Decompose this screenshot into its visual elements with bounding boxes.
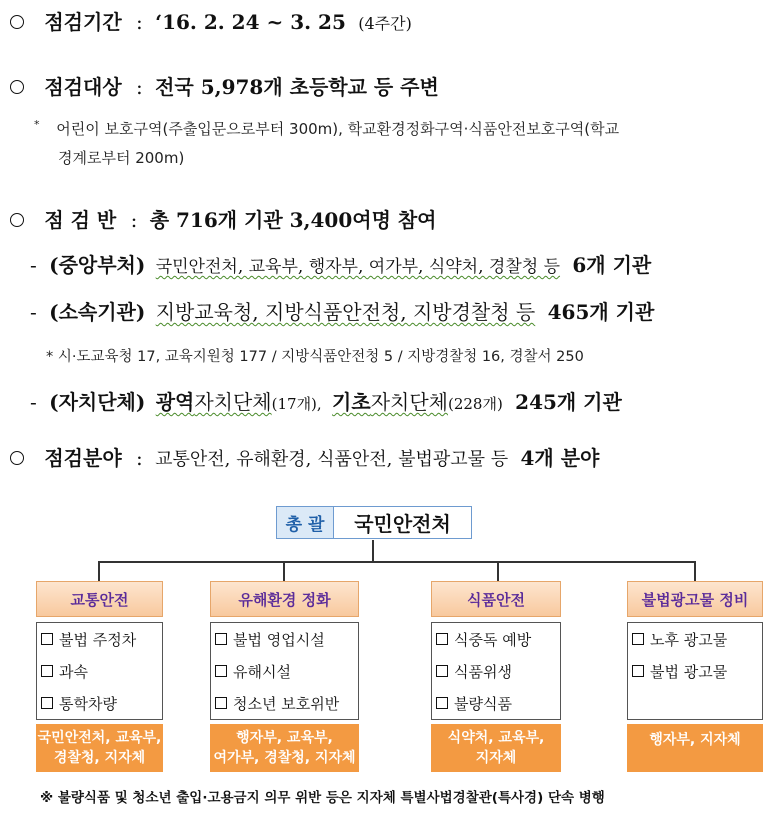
item-label: 유해시설 [233, 662, 291, 681]
connector-drop-2 [283, 561, 285, 581]
affiliate-tail: 465개 기관 [547, 300, 655, 324]
connector-horizontal [98, 561, 694, 563]
local-tail: 245개 기관 [515, 390, 622, 414]
agency-line: 행자부, 지자체 [649, 732, 741, 748]
item-label: 과속 [59, 662, 88, 681]
period-row [10, 6, 412, 35]
item-label: 식중독 예방 [454, 630, 532, 649]
item-label: 불법 영업시설 [233, 630, 325, 649]
fields-label: 점검분야 [44, 446, 122, 470]
checkbox-icon [436, 697, 448, 709]
circle-bullet-icon [10, 213, 24, 227]
item-label: 청소년 보호위반 [233, 694, 340, 713]
list-item [432, 623, 560, 655]
period-value: ‘16. 2. 24 ~ 3. 25 [155, 10, 346, 34]
target-label: 점검대상 [44, 75, 122, 99]
org-top-box [276, 506, 472, 539]
target-note-line1 [34, 118, 619, 139]
agency-line: 여가부, 경찰청, 지자체 [213, 750, 356, 766]
central-body: 국민안전처, 교육부, 행자부, 여가부, 식약처, 경찰청 등 [155, 257, 561, 277]
local-head: (자치단체) [49, 390, 146, 414]
period-label: 점검기간 [44, 10, 122, 34]
circle-bullet-icon [10, 451, 24, 465]
agency-line: 국민안전처, 교육부, [37, 730, 162, 746]
local-body4: 기초 [332, 390, 371, 414]
org-top-name: 국민안전처 [334, 506, 472, 539]
team-local-row [30, 386, 622, 415]
fields-colon: : [136, 446, 143, 470]
team-value: 총 716개 기관 3,400여명 참여 [149, 208, 437, 232]
list-item [37, 623, 162, 655]
team-central-row [30, 249, 651, 278]
team-label: 점 검 반 [44, 208, 117, 232]
agency-line: 경찰청, 지자체 [53, 750, 146, 766]
checkbox-icon [436, 633, 448, 645]
central-tail: 6개 기관 [572, 253, 652, 277]
checkbox-icon [215, 697, 227, 709]
target-note-text2: 경계로부터 200m) [58, 149, 185, 167]
chart-footnote: ※ 불량식품 및 청소년 출입·고용금지 의무 위반 등은 지자체 특별사법경찰관(특사경) 단속 병행 [40, 790, 605, 806]
list-item [432, 687, 560, 719]
team-row [10, 204, 437, 233]
dash: - [30, 253, 37, 277]
checkbox-icon [41, 633, 53, 645]
connector-vertical [372, 540, 374, 562]
item-label: 불법 주정차 [59, 630, 137, 649]
category-environment: 유해환경 정화 [210, 581, 359, 617]
fields-row [10, 442, 599, 471]
team-sub-note [46, 345, 584, 366]
team-sub-note-text: * 시·도교육청 17, 교육지원청 177 / 지방식품안전청 5 / 지방경찰청 16, 경찰서 250 [46, 349, 584, 365]
category-food: 식품안전 [431, 581, 561, 617]
target-row [10, 71, 439, 100]
list-item [37, 655, 162, 687]
local-body3: (17개), [271, 395, 322, 413]
list-item [37, 687, 162, 719]
list-food [431, 622, 561, 720]
agency-line: 식약처, 교육부, [447, 730, 545, 746]
agency-line: 지자체 [475, 750, 517, 766]
circle-bullet-icon [10, 80, 24, 94]
checkbox-icon [215, 633, 227, 645]
connector-drop-1 [98, 561, 100, 581]
list-item [211, 623, 358, 655]
affiliate-body: 지방교육청, 지방식품안전청, 지방경찰청 등 [155, 300, 536, 324]
target-note-line2 [58, 147, 184, 168]
org-top-label: 총 괄 [276, 506, 334, 539]
target-colon: : [136, 75, 143, 99]
period-colon: : [136, 10, 143, 34]
list-item [211, 655, 358, 687]
checkbox-icon [41, 697, 53, 709]
period-note: (4주간) [358, 14, 412, 33]
local-body2: 자치단체 [194, 390, 272, 414]
item-label: 식품위생 [454, 662, 512, 681]
agency-environment [210, 724, 359, 772]
local-body5: 자치단체 [370, 390, 448, 414]
target-value: 전국 5,978개 초등학교 등 주변 [155, 75, 439, 99]
team-colon: : [130, 208, 138, 232]
local-body6: (228개) [447, 395, 503, 413]
note-mark: * [34, 118, 40, 131]
team-affiliate-row [30, 296, 654, 325]
checkbox-icon [41, 665, 53, 677]
connector-drop-4 [694, 561, 696, 581]
item-label: 통학차량 [59, 694, 117, 713]
local-body1: 광역 [155, 390, 195, 414]
list-item [628, 623, 762, 655]
dash: - [30, 390, 37, 414]
target-note-text1: 어린이 보호구역(주출입문으로부터 300m), 학교환경정화구역·식품안전보호구역(학교 [56, 120, 620, 138]
checkbox-icon [632, 633, 644, 645]
item-label: 불법 광고물 [650, 662, 728, 681]
affiliate-head: (소속기관) [49, 300, 146, 324]
list-item [628, 655, 762, 687]
list-environment [210, 622, 359, 720]
fields-tail: 4개 분야 [520, 446, 600, 470]
central-head: (중앙부처) [49, 253, 146, 277]
list-signboard [627, 622, 763, 720]
agency-food [431, 724, 561, 772]
agency-line: 행자부, 교육부, [236, 730, 333, 746]
fields-value: 교통안전, 유해환경, 식품안전, 불법광고물 등 [155, 449, 509, 470]
category-signboard: 불법광고물 정비 [627, 581, 763, 617]
checkbox-icon [632, 665, 644, 677]
list-traffic [36, 622, 163, 720]
item-label: 불량식품 [454, 694, 512, 713]
agency-traffic [36, 724, 163, 772]
agency-signboard [627, 724, 763, 772]
checkbox-icon [436, 665, 448, 677]
list-item [432, 655, 560, 687]
item-label: 노후 광고물 [650, 630, 728, 649]
checkbox-icon [215, 665, 227, 677]
list-item [211, 687, 358, 719]
circle-bullet-icon [10, 15, 24, 29]
category-traffic: 교통안전 [36, 581, 163, 617]
connector-drop-3 [497, 561, 499, 581]
dash: - [30, 300, 37, 324]
